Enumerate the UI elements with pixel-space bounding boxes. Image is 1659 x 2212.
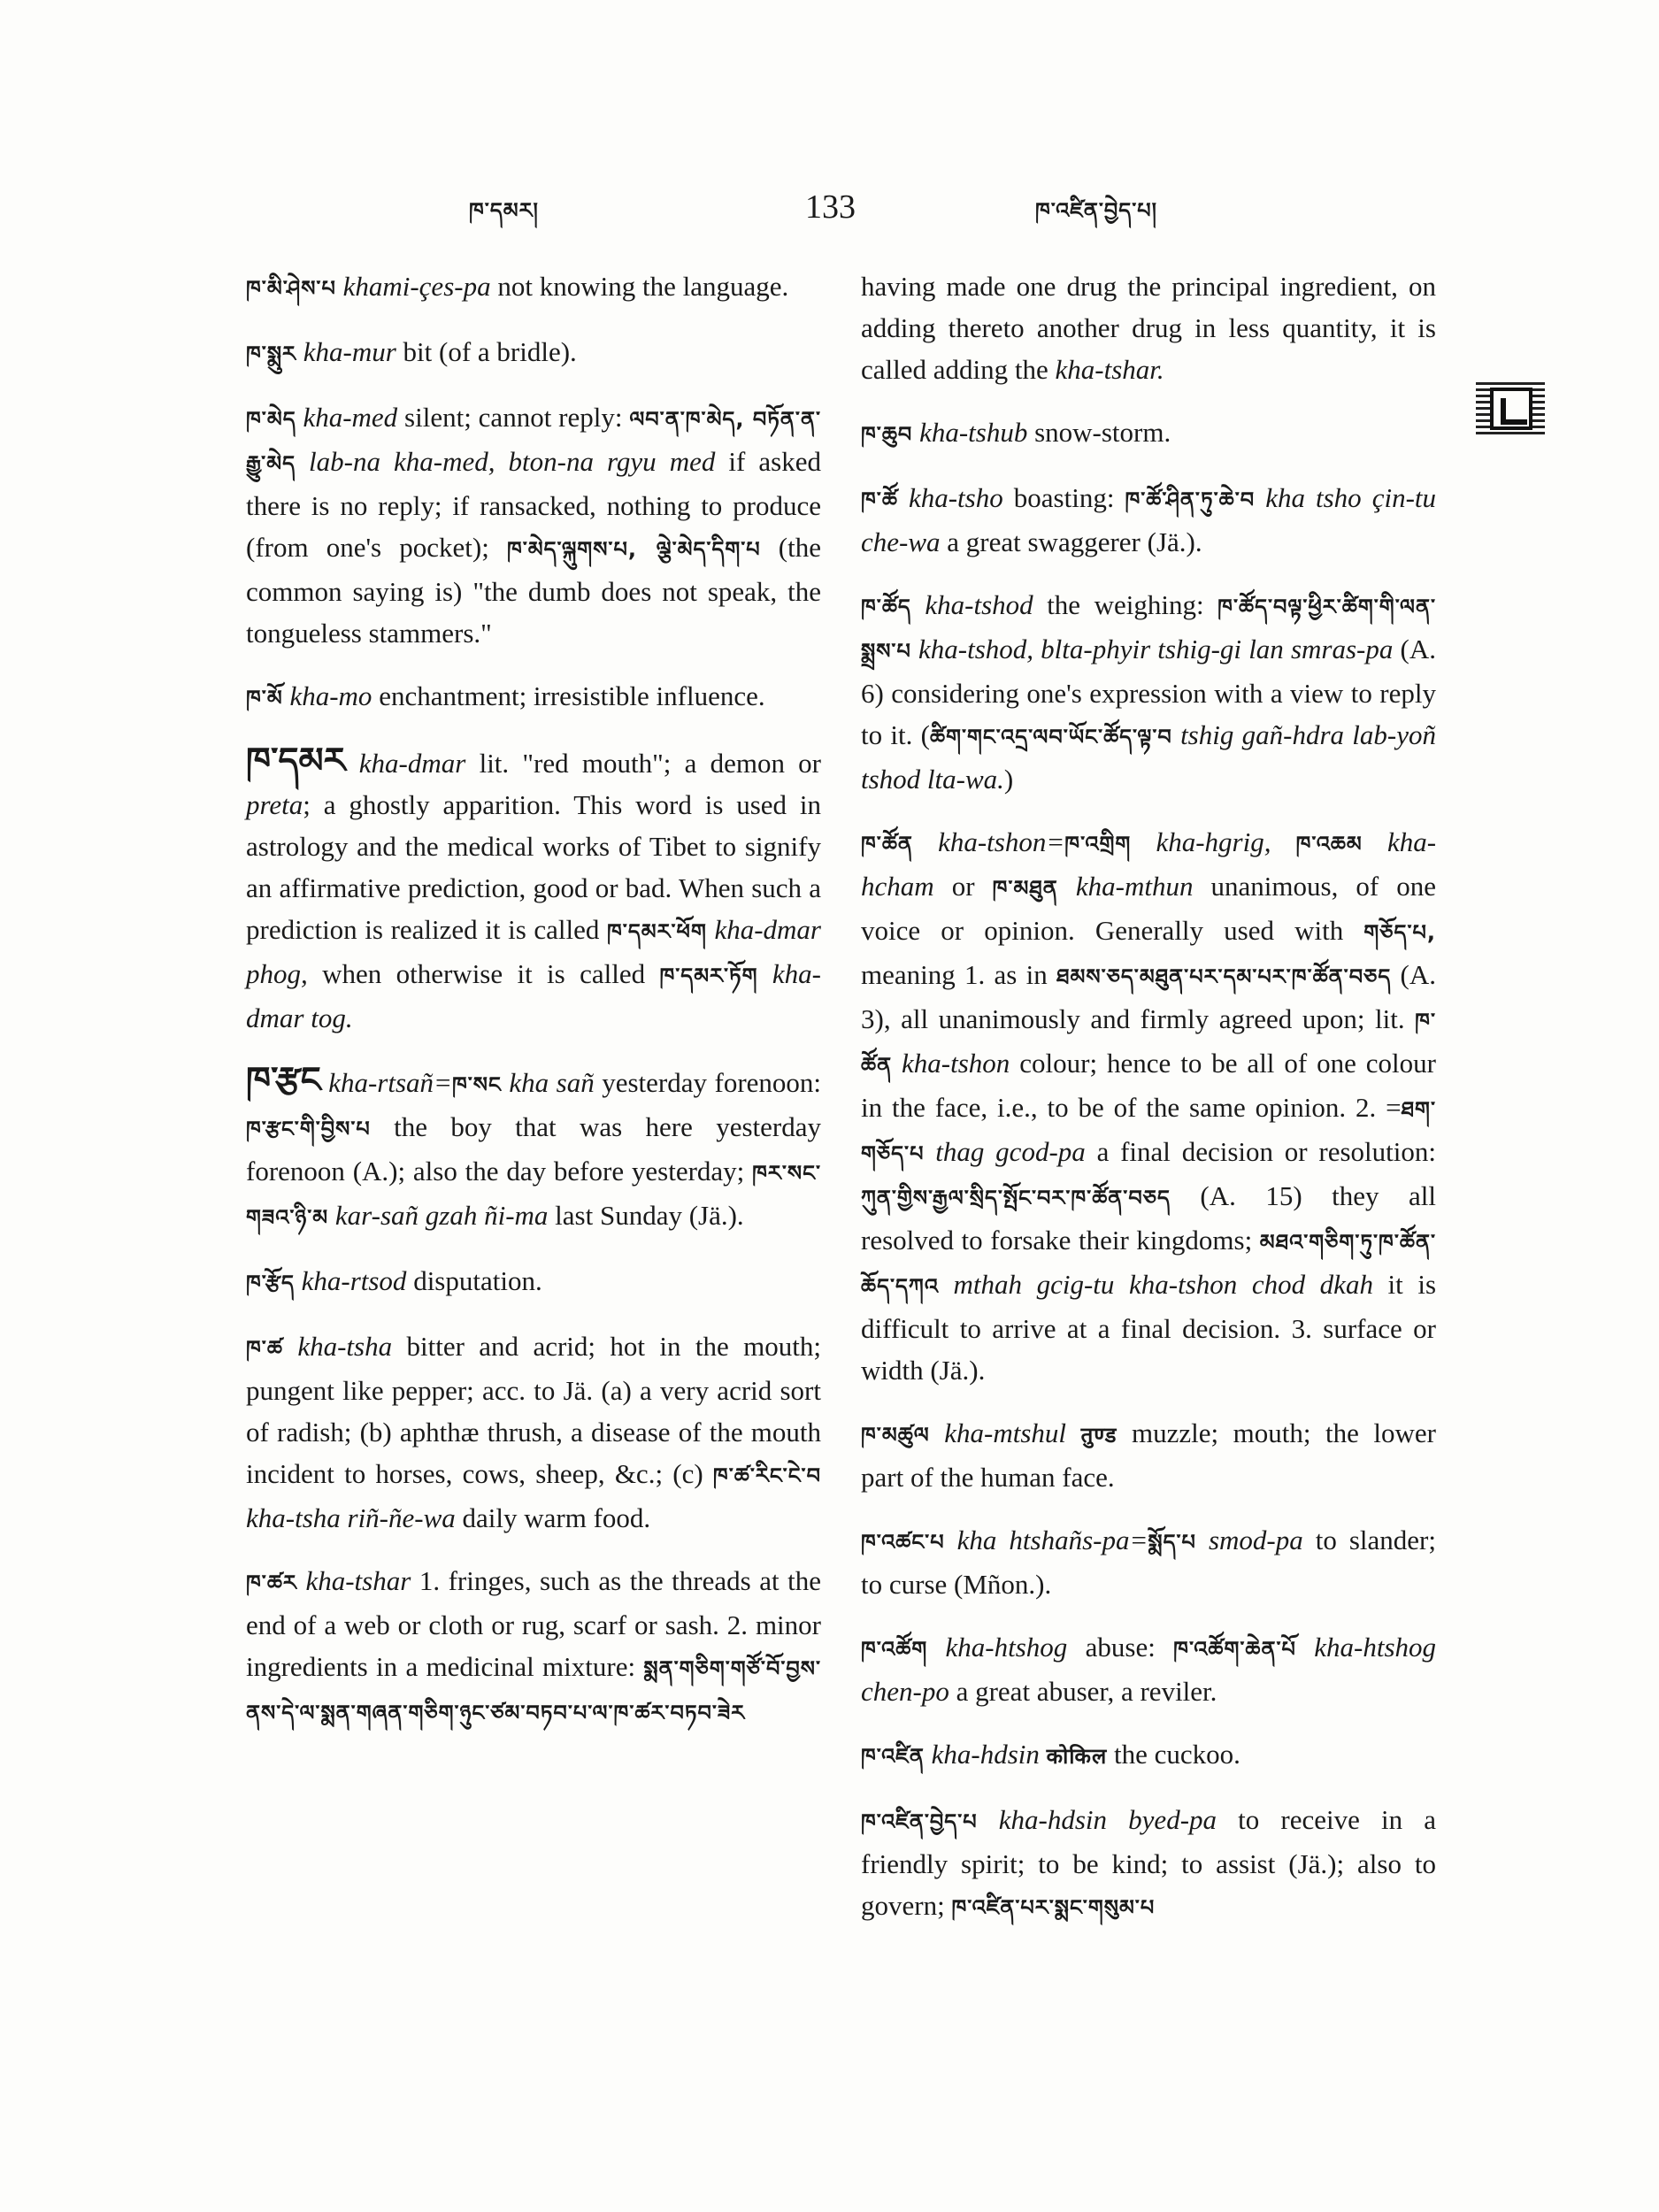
example-tibetan: ཁ་ཚོ་ཤིན་ཏུ་ཆེ་བ xyxy=(1125,488,1256,512)
entry-tibetan: ཁ་དམར xyxy=(246,741,346,781)
entry-kha-mo xyxy=(246,675,821,719)
example-translation: (A. 6) considering one's expression with a view to reply to it. ( xyxy=(861,634,1437,750)
entry-kha-mtshul xyxy=(861,1412,1436,1498)
entry-tibetan: ཁ་འཚོག xyxy=(861,1637,928,1662)
example-transliteration: lab-na kha-med, bton-na rgyu med xyxy=(309,446,716,477)
example-tibetan: ཁ་ཚོད་བལྟ་ཕྱིར་ཚིག་གི་ལན་སྨྲས་པ xyxy=(861,595,1437,664)
entry-kha-hdsin xyxy=(861,1733,1436,1778)
entry-kha-htshans-pa xyxy=(861,1519,1436,1605)
synonym-transliteration: kha-hgrig, xyxy=(1156,826,1271,857)
example-translation: (the common saying is) "the dumb does not speak, the tongueless stammers." xyxy=(246,532,821,649)
entry-transliteration: kha-mo xyxy=(289,680,373,711)
example-tibetan: ལབ་ན་ཁ་མེད, བཏོན་ན་རྒྱུ་མེད xyxy=(246,407,822,476)
entry-definition: muzzle; mouth; the lower part of the human face. xyxy=(861,1417,1437,1493)
example-transliteration: kar-sañ gzah ñi-ma xyxy=(334,1200,549,1231)
entry-tibetan: ཁ་མོ xyxy=(246,686,283,710)
example-tibetan: ཁ་རྩང་གི་བྱིས་པ xyxy=(246,1117,371,1141)
synonym-transliteration: kha-hcham xyxy=(861,826,1437,902)
entry-tibetan: ཁ་འཛིན་བྱེད་པ xyxy=(861,1809,978,1834)
entry-kha-tshar xyxy=(246,1560,821,1734)
entry-transliteration: kha-tshon= xyxy=(938,826,1065,857)
synonym-transliteration: smod-pa xyxy=(1208,1525,1303,1555)
synonym-tibetan: ཁ་མཐུན xyxy=(992,876,1058,901)
entry-tibetan: ཁ་མཚུལ xyxy=(861,1423,930,1448)
entry-transliteration: kha-tshar xyxy=(305,1565,411,1596)
entry-kha-tshar-continued xyxy=(861,265,1436,390)
entry-definition: enchantment; irresistible influence. xyxy=(379,680,765,711)
entry-tibetan: ཁ་མེད xyxy=(246,407,296,432)
example-transliteration: kha tsho çin-tu che-wa xyxy=(861,482,1437,557)
page-number: 133 xyxy=(805,188,856,226)
example-tibetan: མཐའ་གཅིག་ཏུ་ཁ་ཚོན་ཆོད་དཀའ xyxy=(861,1230,1437,1299)
entry-continuation: having made one drug the principal ingredient, on adding thereto another drug in less quantity, it is called adding the xyxy=(861,271,1436,385)
entry-kha-dmar xyxy=(246,741,821,1039)
entry-definition: the weighing: xyxy=(1047,589,1204,620)
example-translation: when otherwise it is called xyxy=(322,958,646,989)
entry-transliteration: kha-mtshul xyxy=(944,1417,1067,1448)
entry-tibetan: ཁ་སྨུར xyxy=(246,342,296,366)
example-transliteration: kha-htshog chen-po xyxy=(861,1632,1437,1707)
example-tibetan: ཁ་དམར་ཏོག xyxy=(659,964,758,988)
entry-transliteration: kha htshañs-pa= xyxy=(956,1525,1148,1555)
entry-kha-tshub xyxy=(861,411,1436,456)
header-left-headword: ཁ་དམར། xyxy=(469,198,539,223)
entry-definition: 1. fringes, such as the threads at the end of a web or cloth or rug, scarf or sash. 2. minor ingredients in a medicinal mixture: xyxy=(246,1565,821,1682)
entry-tibetan: ཁ་ཚོ xyxy=(861,488,898,512)
entry-definition: lit. "red mouth"; a demon or xyxy=(479,748,822,779)
example-translation: daily warm food. xyxy=(462,1502,651,1533)
example-translation: the boy that was here yesterday forenoon (A.); also the day before yesterday; xyxy=(246,1111,822,1187)
example-tibetan: ཀུན་གྱིས་རྒྱལ་སྲིད་སྤོང་བར་ཁ་ཚོན་བཅད xyxy=(861,1186,1171,1210)
example-translation: last Sunday (Jä.). xyxy=(555,1200,744,1231)
entry-definition: bit (of a bridle). xyxy=(403,336,577,367)
entry-kha-tshon xyxy=(861,821,1436,1391)
entry-kha-mur xyxy=(246,331,821,375)
entry-kha-rtsod xyxy=(246,1260,821,1304)
example-tibetan: གཅོད་པ, xyxy=(1363,920,1436,945)
entry-definition: silent; cannot reply: xyxy=(404,402,623,433)
example-tibetan: སྨན་གཅིག་གཙོ་བོ་བྱས་ནས་དེ་ལ་སྨན་གཞན་གཅིག་ཉུང་ཙམ་བཏབ་པ་ལ་ཁ་ཚར་བཏབ་ཟེར xyxy=(246,1656,821,1725)
example-transliteration: tshig gañ-hdra lab-yoñ tshod lta-wa. xyxy=(861,719,1436,795)
entry-definition: not knowing the language. xyxy=(497,271,789,302)
entry-definition: abuse: xyxy=(1085,1632,1156,1663)
example-tibetan: ཐམས་ཅད་མཐུན་པར་དམ་པར་ཁ་ཚོན་བཅད xyxy=(1056,964,1392,989)
example-transliteration: kha-tshod, blta-phyir tshig-gi lan smras-pa xyxy=(918,634,1394,664)
example-tibetan: ཁ་འཚོག་ཆེན་པོ xyxy=(1173,1637,1296,1662)
example-tibetan: ཁ་དམར་ཕོག xyxy=(606,919,707,944)
entry-tibetan: ཁ་ཚོད xyxy=(861,595,911,619)
entry-definition: a final decision or resolution: xyxy=(1096,1136,1437,1167)
entry-definition: or xyxy=(951,871,975,902)
entry-tibetan: ཁ་རྩང xyxy=(246,1060,321,1101)
entry-definition: colour; hence to be all of one colour in the face, i.e., to be of the same opinion. 2. = xyxy=(861,1048,1436,1123)
page-header xyxy=(239,188,1433,250)
example-transliteration: thag gcod-pa xyxy=(935,1136,1086,1167)
entry-definition: bitter and acrid; hot in the mouth; pungent like pepper; acc. to Jä. (a) a very acrid sort of radish; (b) aphthæ thrush, a disease of the mouth incident to horses, cows, sheep, &c.; (c) xyxy=(246,1331,821,1489)
example-tibetan: ཁ་ཚོན xyxy=(861,1009,1436,1078)
synonym-transliteration: kha-mthun xyxy=(1075,871,1194,902)
entry-definition: yesterday forenoon: xyxy=(602,1067,822,1098)
entry-tibetan: ཁ་རྩོད xyxy=(246,1271,295,1295)
entry-kha-tsha xyxy=(246,1325,821,1539)
example-translation: it is difficult to arrive at a final decision. 3. surface or width (Jä.). xyxy=(861,1269,1437,1386)
entry-kha-rtsan xyxy=(246,1060,821,1239)
entry-definition: meaning 1. as in xyxy=(861,959,1048,990)
synonym-transliteration: kha sañ xyxy=(509,1067,595,1098)
entry-transliteration: kha-tshod xyxy=(925,589,1033,620)
entry-definition: unanimous, of one voice or opinion. Generally used with xyxy=(861,871,1437,946)
entry-transliteration: kha-tshar. xyxy=(1055,354,1164,385)
entry-tibetan: ཁ་མི་ཤེས་པ xyxy=(246,276,336,301)
entry-transliteration: kha-hdsin xyxy=(931,1739,1040,1770)
example-translation: if asked there is no reply; if ransacked, nothing to produce (from one's pocket); xyxy=(246,446,821,563)
entry-definition: disputation. xyxy=(413,1265,542,1296)
entry-definition: to slander; to curse (Mñon.). xyxy=(861,1525,1436,1600)
entry-transliteration: khami-çes-pa xyxy=(342,271,491,302)
example-transliteration: kha-dmar phog, xyxy=(246,914,821,989)
synonym-tibetan: ཁ་འཆམ xyxy=(1295,832,1363,856)
example-tibetan: ཁ་ཚ་རིང་ངེ་བ xyxy=(712,1463,821,1488)
synonym-tibetan: ཁ་སང xyxy=(451,1072,502,1097)
synonym-tibetan: ཁ་འགྲིག xyxy=(1064,832,1132,856)
example-transliteration: mthah gcig-tu kha-tshon chod dkah xyxy=(953,1269,1373,1300)
entry-tibetan: ཁ་ཚོན xyxy=(861,832,913,856)
entry-kha-tsho xyxy=(861,477,1436,563)
entry-definition: snow-storm. xyxy=(1034,417,1171,448)
example-translation: (A. 3), all unanimously and firmly agreed upon; lit. xyxy=(861,959,1437,1034)
entry-transliteration: kha-tshub xyxy=(919,417,1028,448)
example-tibetan: ཁ་མེད་ལྐུགས་པ, ལྕེ་མེད་དིག་པ xyxy=(506,537,761,562)
entry-tibetan: ཁ་ཆུབ xyxy=(861,422,913,447)
example-translation: a great swaggerer (Jä.). xyxy=(947,526,1202,557)
thumb-index-letter-icon xyxy=(1490,388,1532,430)
entry-definition: the cuckoo. xyxy=(1113,1739,1240,1770)
example-transliteration: kha-dmar tog. xyxy=(246,958,822,1033)
entry-transliteration: kha-htshog xyxy=(945,1632,1068,1663)
entry-definition: boasting: xyxy=(1013,482,1115,513)
sanskrit-equivalent: कोकिल xyxy=(1046,1744,1108,1769)
example-translation: a great abuser, a reviler. xyxy=(956,1676,1217,1707)
example-transliteration: kha-tshon xyxy=(902,1048,1010,1079)
example-tibetan: ཐག་གཅོད་པ xyxy=(861,1097,1436,1166)
example-tibetan: ཚིག་གང་འདྲ་ལབ་ཡོང་ཚོད་ལྟ་བ xyxy=(929,725,1172,749)
header-right-headword: ཁ་འཛིན་བྱེད་པ། xyxy=(1035,198,1157,223)
entry-transliteration: kha-tsha xyxy=(297,1331,393,1362)
right-column xyxy=(861,265,1436,1950)
entry-transliteration: kha-med xyxy=(303,402,398,433)
example-translation: (A. 15) they all resolved to forsake their kingdoms; xyxy=(861,1180,1437,1256)
example-translation: ) xyxy=(1003,764,1014,795)
entry-kha-tshod xyxy=(861,584,1436,800)
example-tibetan: ཁར་སང་གཟའ་ཉི་མ xyxy=(246,1161,821,1230)
entry-kha-htshog xyxy=(861,1626,1436,1712)
entry-transliteration: kha-rtsod xyxy=(301,1265,407,1296)
entry-tibetan: ཁ་ཚ xyxy=(246,1336,283,1361)
entry-transliteration: kha-mur xyxy=(303,336,396,367)
entry-term: preta xyxy=(246,789,303,820)
entry-transliteration: kha-rtsañ= xyxy=(328,1067,452,1098)
synonym-tibetan: སྨོད་པ xyxy=(1148,1530,1196,1555)
entry-tibetan: ཁ་འཛིན xyxy=(861,1744,925,1769)
entry-transliteration: kha-tsho xyxy=(908,482,1003,513)
entry-definition-cont: ; a ghostly apparition. This word is used in astrology and the medical works of Tibet to signify an affirmative prediction, good or bad. When such a prediction is realized it is called xyxy=(246,789,821,945)
entry-khami-ces-pa xyxy=(246,265,821,310)
entry-tibetan: ཁ་ཚར xyxy=(246,1571,297,1595)
left-column xyxy=(246,265,821,1755)
entry-definition: to receive in a friendly spirit; to be kind; to assist (Jä.); also to govern; xyxy=(861,1804,1437,1921)
example-transliteration: kha-tsha riñ-ñe-wa xyxy=(246,1502,456,1533)
entry-kha-med xyxy=(246,396,821,654)
thumb-index-tab xyxy=(1476,382,1545,437)
entry-transliteration: kha-hdsin byed-pa xyxy=(998,1804,1217,1835)
entry-tibetan: ཁ་འཚང་པ xyxy=(861,1530,945,1555)
entry-transliteration: kha-dmar xyxy=(358,748,466,779)
example-tibetan: ཁ་འཛིན་པར་སྨང་གསུམ་པ xyxy=(951,1895,1156,1920)
sanskrit-equivalent: तुण्ड xyxy=(1080,1423,1118,1448)
entry-kha-hdsin-byed-pa xyxy=(861,1799,1436,1929)
